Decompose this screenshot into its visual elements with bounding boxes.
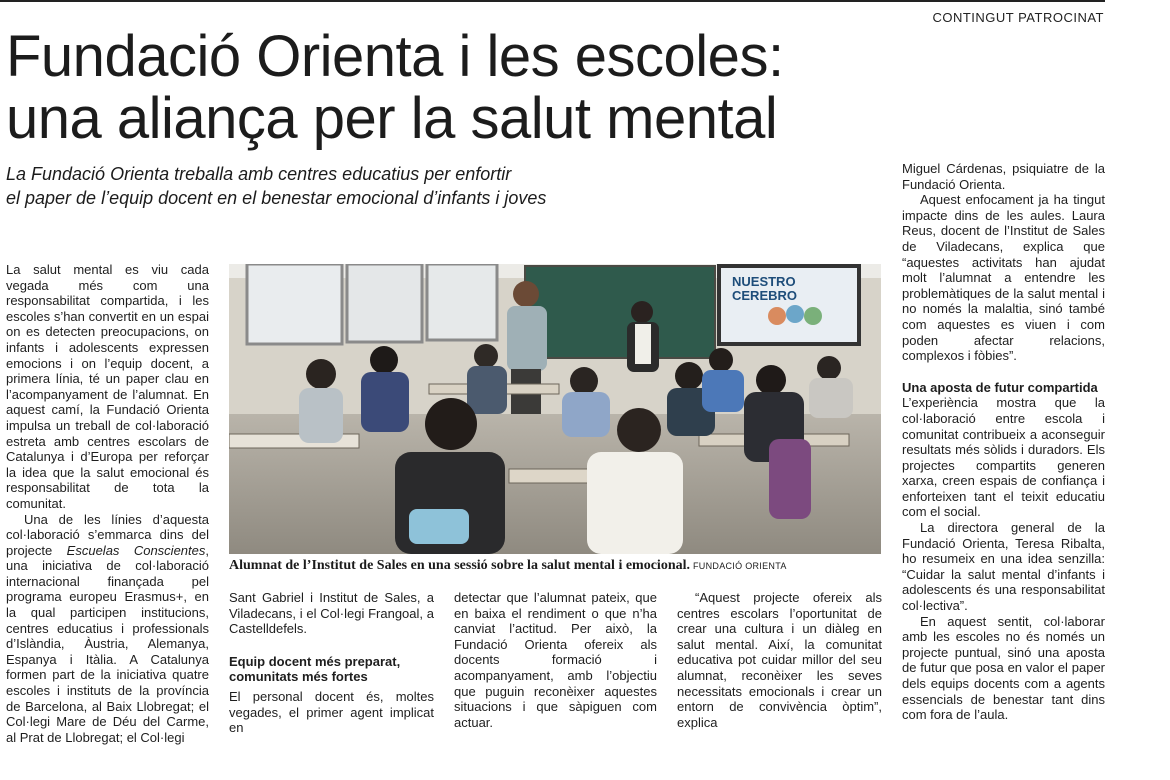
subheadline [6, 162, 626, 210]
subheadline-line-1: La Fundació Orienta treballa amb centres educatius per enfortir [6, 164, 512, 184]
photo-caption [229, 558, 881, 574]
headline [6, 26, 886, 150]
top-rule [0, 0, 1105, 2]
article-column-3 [454, 590, 657, 730]
text-run: Una de les línies d’aquesta col·laboració s’emmarca dins del projecte [6, 511, 209, 558]
article-column-2 [229, 590, 434, 736]
paragraph: Sant Gabriel i Institut de Sales, a Viladecans, i el Col·legi Frangoal, a Castelldefels. [229, 590, 434, 637]
caption-text: Alumnat de l’Institut de Sales en una sessió sobre la salut mental i emocional. [229, 558, 690, 573]
project-name: Escuelas Conscientes [66, 542, 206, 558]
paragraph: El personal docent és, moltes vegades, el primer agent implicat en [229, 688, 434, 736]
article-photo [229, 264, 881, 554]
paragraph: La directora general de la Fundació Orienta, Teresa Ribalta, ho resumeix en una idea senzilla: “Cuidar la salut mental d’infants i adolescents és una responsabilitat col·lectiva”. [902, 520, 1105, 614]
paragraph [6, 512, 209, 746]
section-heading: Una aposta de futur compartida [902, 379, 1098, 395]
article-column-4 [677, 590, 882, 730]
screen-text-1: NUESTRO [732, 274, 796, 289]
subheadline-line-2: el paper de l’equip docent en el benestar emocional d’infants i joves [6, 188, 547, 208]
photo-credit: FUNDACIÓ ORIENTA [693, 561, 787, 571]
headline-line-1: Fundació Orienta i les escoles: [6, 24, 784, 89]
sponsored-content-label: CONTINGUT PATROCINAT [932, 10, 1104, 25]
headline-line-2: una aliança per la salut mental [6, 86, 778, 151]
article-column-1 [6, 262, 209, 745]
paragraph: En aquest sentit, col·laborar amb les escoles no és només un projecte puntual, sinó una aposta de futur que posa en valor el paper dels equips docents com a agents essencials de benestar tant dins com fora de l’aula. [902, 613, 1105, 723]
article-column-5 [902, 161, 1105, 723]
screen-text-2: CEREBRO [732, 288, 798, 303]
paragraph: La salut mental es viu cada vegada més com una responsabilitat compartida, i les escoles s’han convertit en un espai on es detecten preocupacions, on infants i adolescents expressen emocions i on l’equip docent, a primera línia, té un paper clau en l’acompanyament de l’alumnat. En aquest camí, la Fundació Orienta impulsa un treball de col·laboració estreta amb centres escolars de Catalunya i d’Europa per reforçar la idea que la salut emocional és responsabilitat de tota la comunitat. [6, 262, 209, 511]
section-heading: Equip docent més preparat, comunitats més fortes [229, 653, 401, 685]
paragraph: detectar que l’alumnat pateix, que en baixa el rendiment o que n’ha canviat l’actitud. Per això, la Fundació Orienta ofereix als docents formació i acompanyament, amb l’objectiu que puguin reconèixer aquestes situacions i que sàpiguen com actuar. [454, 590, 657, 730]
paragraph: L’experiència mostra que la col·laboració entre escola i comunitat contribueix a aconseguir resultats més sòlids i duradors. Els projectes compartits generen xarxa, creen espais de confiança i enforteixen tant el teixit educatiu com el social. [902, 395, 1105, 520]
paragraph: Aquest enfocament ja ha tingut impacte dins de les aules. Laura Reus, docent de l’Institut de Sales de Viladecans, explica que “aquestes activitats han ajudat molt l’alumnat a entendre les problemàtiques de la salut mental i no només la malaltia, sinó també com aquestes es viuen i com poden afectar relacions, complexos i fòbies”. [902, 192, 1105, 364]
paragraph: “Aquest projecte ofereix als centres escolars l’oportunitat de crear una cultura i un diàleg en salut mental. Així, la comunitat educativa pot cuidar millor del seu alumnat, reconèixer les seves necessitats emocionals i crear un entorn de convivència òptim”, explica [677, 590, 882, 730]
classroom-photo-illustration [229, 264, 881, 554]
paragraph: Miguel Cárdenas, psiquiatre de la Fundació Orienta. [902, 161, 1105, 192]
text-run: , una iniciativa de col·laboració internacional finançada pel programa europeu Erasmus+, en la qual participen institucions, centres educatius i professionals d’Islàndia, Àustria, Alemanya, Espanya i Itàlia. A Catalunya formen part de la iniciativa quatre escoles i instituts de la província de Barcelona, al Baix Llobregat; el Col·legi Mare de Déu del Carme, al Prat de Llobregat; el Col·legi [6, 542, 209, 745]
